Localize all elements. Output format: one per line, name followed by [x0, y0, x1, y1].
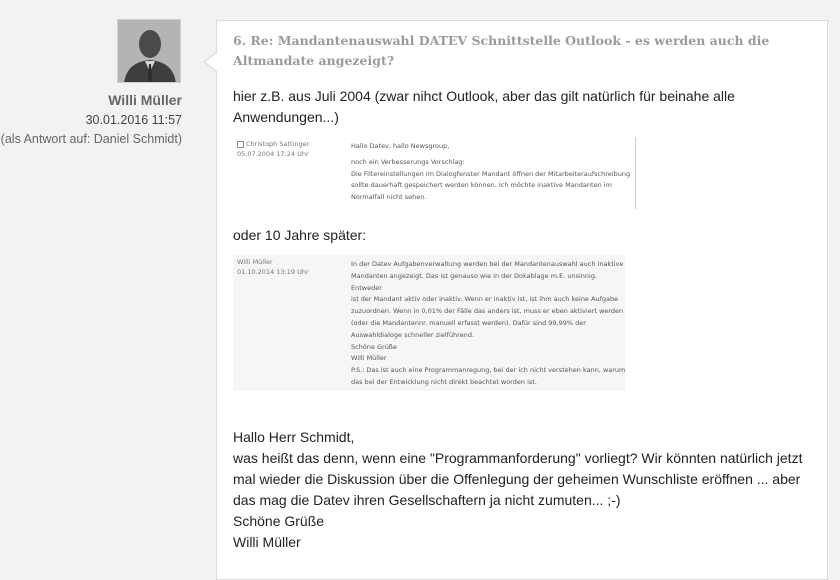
screenshot-line: noch ein Verbesserungs Vorschlag:	[351, 157, 465, 166]
lock-icon	[237, 141, 244, 148]
embedded-screenshot-2004	[233, 137, 636, 209]
signature-line: Willi Müller	[233, 534, 301, 550]
screenshot-line: In der Datev Aufgabenverwaltung werden bei der Mandantenauswahl auch inaktive	[351, 260, 624, 268]
screenshot-line: Auswahldialoge schneller zielführend.	[351, 330, 475, 339]
screenshot-date: 01.10.2014 13:19 Uhr	[237, 268, 309, 276]
message-paragraph: was heißt das denn, wenn eine "Programmanforderung" vorliegt? Wir könnten natürlich jetzt mal wieder die Diskussion über die Offenlegung der geheimen Wunschliste eröffnen ... aber das mag die Datev ihren Gesellschaftern ja nicht zumuten... ;-)	[233, 450, 803, 508]
screenshot-line: Die Filtereinstellungen im Dialogfenster Mandant öffnen der Mitarbeiteraufschreibung	[351, 169, 631, 178]
author-name[interactable]: Willi Müller	[108, 92, 182, 108]
screenshot-text	[351, 259, 627, 389]
screenshot-date: 05.07.2004 17:24 Uhr	[237, 150, 309, 158]
post-later-text: oder 10 Jahre später:	[233, 227, 367, 243]
screenshot-author: Willi Müller	[237, 258, 273, 266]
screenshot-line: Mandanten angezeigt. Das ist genauso wie in der Dokablage m.E. unsinnig. Entweder	[351, 271, 598, 292]
screenshot-line: P.S.: Das ist auch eine Programmanregung, bei der ich nicht verstehen kann, warum	[351, 366, 626, 375]
screenshot-meta	[237, 139, 309, 159]
embedded-screenshot-2014	[233, 255, 625, 391]
user-silhouette-icon	[118, 20, 181, 83]
screenshot-line: sollte dauerhaft gespeichert werden können. Ich möchte inaktive Mandanten im	[351, 181, 612, 190]
screenshot-line: Hallo Datev, hallo Newsgroup,	[351, 142, 450, 150]
screenshot-author: Christoph Sattinger	[246, 140, 310, 148]
speech-arrow-fill	[205, 53, 217, 71]
screenshot-line: Willi Müller	[351, 354, 387, 363]
screenshot-line: Normalfall nicht sehen.	[351, 193, 427, 202]
screenshot-text	[351, 141, 631, 204]
screenshot-line: Schöne Grüße	[351, 342, 397, 351]
screenshot-line: zuzuordnen. Wenn in 0,01% der Fälle das anders ist, muss er eben aktiviert werden	[351, 307, 624, 316]
reply-to-label[interactable]: (als Antwort auf: Daniel Schmidt)	[0, 132, 182, 146]
screenshot-line: das bei der Entwicklung nicht direkt beachtet worden ist.	[351, 377, 537, 386]
post-intro-text: hier z.B. aus Juli 2004 (zwar nihct Outlook, aber das gilt natürlich für beinahe alle Anwendungen...)	[233, 88, 735, 125]
regards-line: Schöne Grüße	[233, 513, 325, 529]
post-body	[216, 20, 828, 580]
avatar[interactable]	[117, 19, 181, 83]
screenshot-line: ist der Mandant aktiv oder inaktiv. Wenn er inaktiv ist, ist ihm auch keine Aufgabe	[351, 295, 619, 304]
greeting-line: Hallo Herr Schmidt,	[233, 429, 355, 445]
screenshot-line: (oder die Mandantennr. manuell erfasst werden). Dafür sind 99,99% der	[351, 318, 586, 327]
post-title[interactable]: 6. Re: Mandantenauswahl DATEV Schnittstelle Outlook - es werden auch die Altmandate angezeigt?	[233, 33, 770, 68]
post-closing-text	[233, 427, 818, 553]
post-date: 30.01.2016 11:57	[85, 113, 182, 127]
screenshot-meta	[237, 257, 309, 277]
